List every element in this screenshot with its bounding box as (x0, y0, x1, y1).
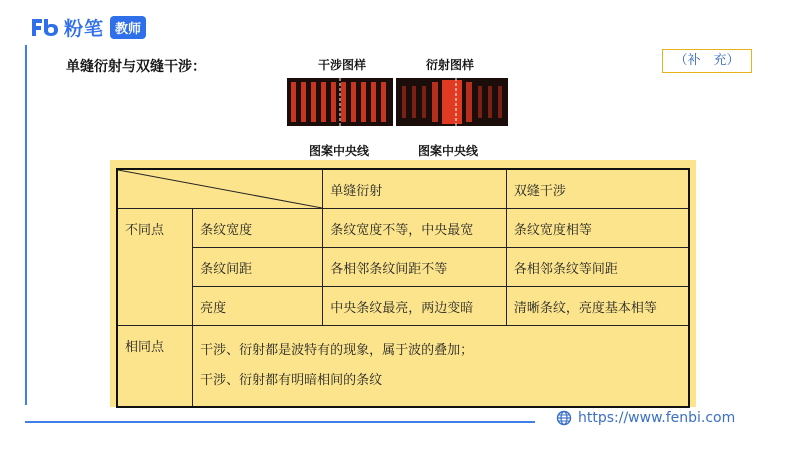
supplement-label: （补 充） (662, 49, 752, 73)
table-row (117, 209, 689, 248)
double-slit-cell: 清晰条纹，亮度基本相等 (506, 287, 689, 326)
col-header-single-slit: 单缝衍射 (323, 169, 507, 209)
aspect-cell: 条纹宽度 (193, 209, 323, 248)
frame-left-line (25, 45, 27, 405)
table-row (117, 326, 689, 408)
footer-url-text[interactable]: https://www.fenbi.com (578, 410, 736, 426)
same-group-label: 相同点 (117, 326, 193, 408)
slide-title: 单缝衍射与双缝干涉： (66, 59, 206, 75)
footer-link[interactable] (556, 410, 735, 426)
table-row (117, 287, 689, 326)
interference-pattern-image (287, 78, 393, 126)
frame-bottom-line (25, 421, 535, 423)
diff-group-label: 不同点 (117, 209, 193, 326)
same-point-line: 干涉、衍射都是波特有的现象，属于波的叠加； (200, 343, 474, 358)
double-slit-cell: 条纹宽度相等 (506, 209, 689, 248)
single-slit-cell: 各相邻条纹间距不等 (323, 248, 507, 287)
brand-badge: 教师 (110, 16, 146, 39)
logo-mark-icon (30, 16, 60, 38)
globe-icon (556, 410, 572, 426)
double-slit-cell: 各相邻条纹等间距 (506, 248, 689, 287)
brand-logo (30, 14, 146, 40)
table-header-row (117, 169, 689, 209)
aspect-cell: 亮度 (193, 287, 323, 326)
same-points-cell (193, 326, 689, 408)
diffraction-pattern-image (396, 78, 508, 126)
table-row (117, 248, 689, 287)
brand-text: 粉笔 (64, 17, 105, 40)
diffraction-center-label: 图案中央线 (418, 144, 479, 158)
interference-pattern-label: 干涉图样 (318, 58, 367, 72)
comparison-table-panel (110, 160, 696, 407)
single-slit-cell: 中央条纹最亮，两边变暗 (323, 287, 507, 326)
aspect-cell: 条纹间距 (193, 248, 323, 287)
comparison-table (116, 168, 690, 408)
same-point-line: 干涉、衍射都有明暗相间的条纹 (200, 373, 383, 388)
diffraction-pattern-label: 衍射图样 (426, 58, 475, 72)
diagonal-header-cell (117, 169, 323, 209)
col-header-double-slit: 双缝干涉 (506, 169, 689, 209)
interference-center-label: 图案中央线 (309, 144, 370, 158)
single-slit-cell: 条纹宽度不等，中央最宽 (323, 209, 507, 248)
